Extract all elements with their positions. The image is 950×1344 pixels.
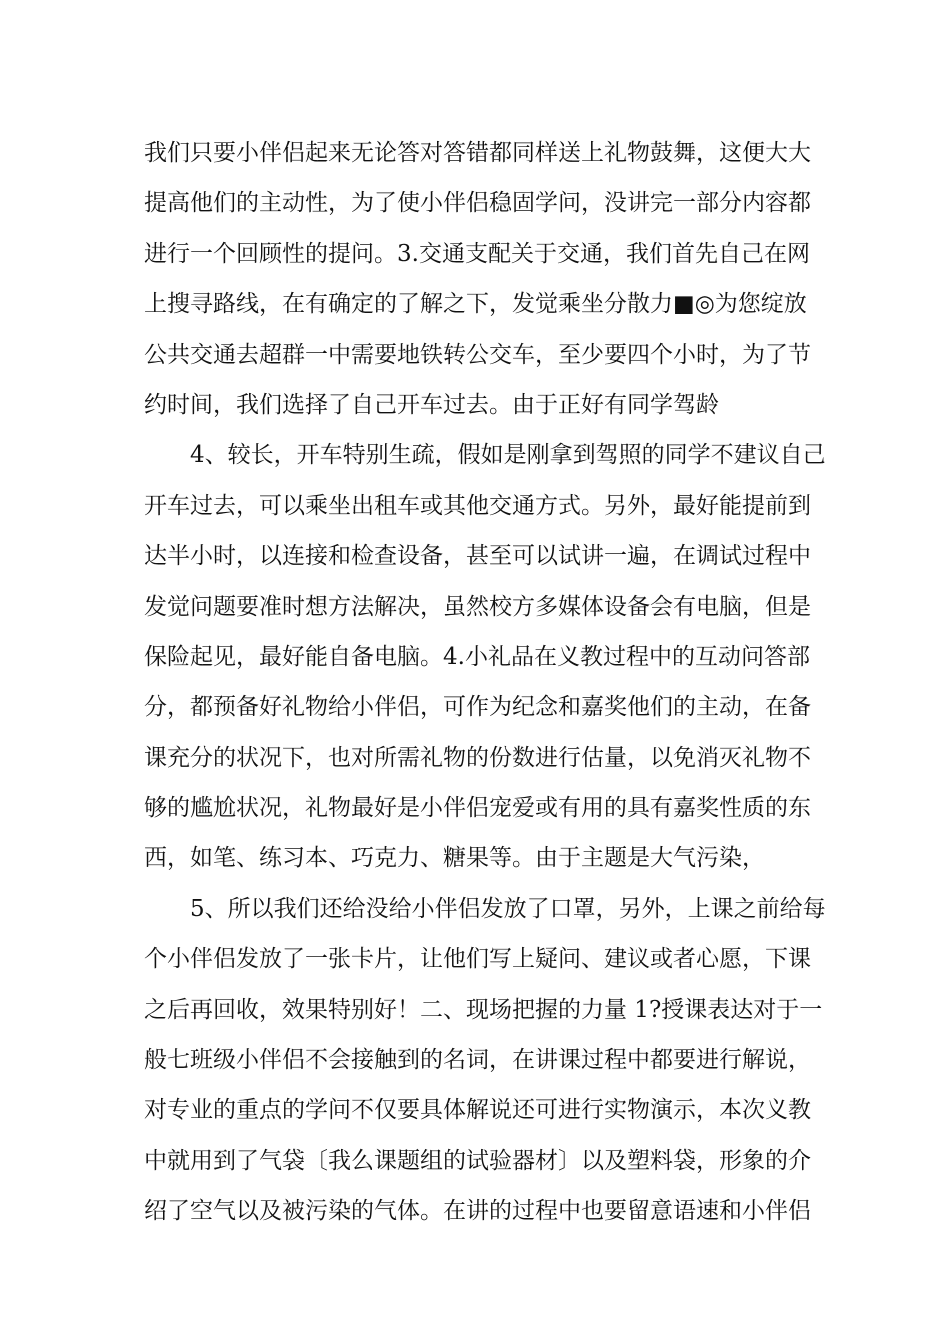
document-body bbox=[144, 128, 826, 1237]
text-line: 分，都预备好礼物给小伴侣，可作为纪念和嘉奖他们的主动，在备 bbox=[144, 694, 811, 721]
paragraph-3 bbox=[144, 884, 826, 1237]
text-line: 上搜寻路线，在有确定的了解之下，发觉乘坐分散力■◎为您绽放 bbox=[144, 291, 807, 318]
text-line: 绍了空气以及被污染的气体。在讲的过程中也要留意语速和小伴侣 bbox=[144, 1198, 811, 1225]
text-line: 4、较长，开车特别生疏，假如是刚拿到驾照的同学不建议自己 bbox=[190, 442, 826, 469]
text-line: 课充分的状况下，也对所需礼物的份数进行估量，以免消灭礼物不 bbox=[144, 744, 811, 771]
text-line: 够的尴尬状况，礼物最好是小伴侣宠爱或有用的具有嘉奖性质的东 bbox=[144, 795, 811, 822]
text-line: 达半小时，以连接和检查设备，甚至可以试讲一遍，在调试过程中 bbox=[144, 543, 811, 570]
text-line: 发觉问题要准时想方法解决，虽然校方多媒体设备会有电脑，但是 bbox=[144, 593, 811, 620]
text-line: 个小伴侣发放了一张卡片，让他们写上疑问、建议或者心愿，下课 bbox=[144, 946, 811, 973]
text-line: 开车过去，可以乘坐出租车或其他交通方式。另外，最好能提前到 bbox=[144, 492, 811, 519]
text-line: 5、所以我们还给没给小伴侣发放了口罩，另外，上课之前给每 bbox=[190, 895, 826, 922]
text-line: 之后再回收，效果特别好！二、现场把握的力量 1?授课表达对于一 bbox=[144, 996, 823, 1023]
text-line: 约时间，我们选择了自己开车过去。由于正好有同学驾龄 bbox=[144, 391, 719, 418]
text-line: 提高他们的主动性，为了使小伴侣稳固学问，没讲完一部分内容都 bbox=[144, 190, 811, 217]
text-line: 我们只要小伴侣起来无论答对答错都同样送上礼物鼓舞，这便大大 bbox=[144, 140, 811, 166]
text-line: 保险起见，最好能自备电脑。4.小礼品在义教过程中的互动问答部 bbox=[144, 643, 810, 670]
text-line: 进行一个回顾性的提问。3.交通支配关于交通，我们首先自己在网 bbox=[144, 240, 810, 267]
text-line: 对专业的重点的学问不仅要具体解说还可进行实物演示，本次义教 bbox=[144, 1097, 811, 1124]
paragraph-1 bbox=[144, 128, 811, 430]
paragraph-2 bbox=[144, 430, 826, 884]
text-line: 般七班级小伴侣不会接触到的名词，在讲课过程中都要进行解说， bbox=[144, 1047, 811, 1074]
text-line: 西，如笔、练习本、巧克力、糖果等。由于主题是大气污染， bbox=[144, 845, 765, 872]
text-line: 公共交通去超群一中需要地铁转公交车，至少要四个小时，为了节 bbox=[144, 341, 811, 368]
text-line: 中就用到了气袋〔我么课题组的试验器材〕以及塑料袋，形象的介 bbox=[144, 1147, 811, 1174]
